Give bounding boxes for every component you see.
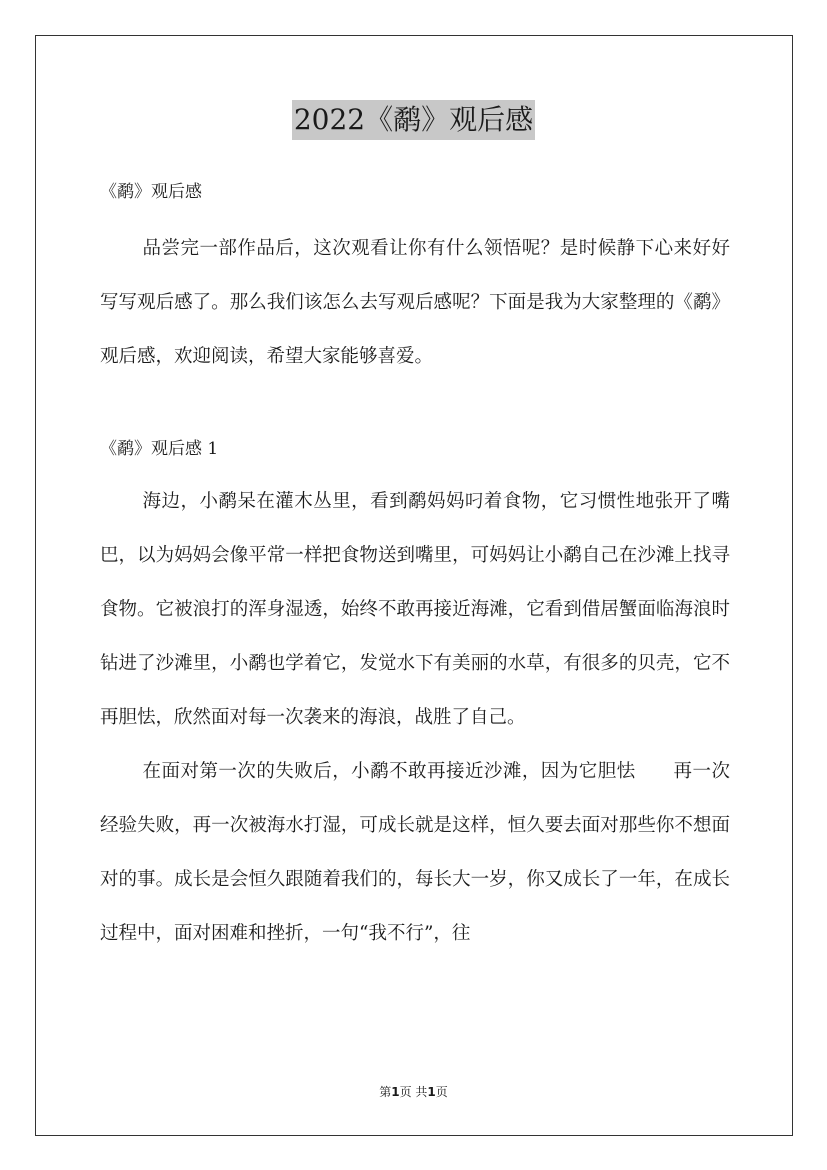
spacer bbox=[100, 384, 730, 435]
title-container bbox=[0, 100, 827, 140]
body-paragraph-2: 在面对第一次的失败后，小鹬不敢再接近沙滩，因为它胆怯 再一次经验失败，再一次被海水打湿，可成长就是这样，恒久要去面对那些你不想面对的事。成长是会恒久跟随着我们的，每长大一岁，你又成长了一年，在成长过程中，面对困难和挫折，一句“我不行”，往 bbox=[100, 761, 730, 944]
body-paragraph-1: 海边，小鹬呆在灌木丛里，看到鹬妈妈叼着食物，它习惯性地张开了嘴巴，以为妈妈会像平常一样把食物送到嘴里，可妈妈让小鹬自己在沙滩上找寻食物。它被浪打的浑身湿透，始终不敢再接近海滩，它看到借居蟹面临海浪时钻进了沙滩里，小鹬也学着它，发觉水下有美丽的水草，有很多的贝壳，它不再胆怯，欣然面对每一次袭来的海浪，战胜了自己。 bbox=[100, 491, 730, 728]
document-body bbox=[100, 178, 730, 961]
page-prefix: 第 bbox=[379, 1085, 392, 1099]
total-suffix: 页 bbox=[435, 1085, 448, 1099]
page-number: 1 bbox=[391, 1085, 400, 1099]
intro-paragraph: 品尝完一部作品后，这次观看让你有什么领悟呢？是时候静下心来好好写写观后感了。那么我们该怎么去写观后感呢？下面是我为大家整理的《鹬》观后感，欢迎阅读，希望大家能够喜爱。 bbox=[100, 238, 730, 367]
section-heading: 《鹬》观后感 bbox=[100, 182, 202, 202]
total-pages: 1 bbox=[427, 1085, 436, 1099]
document-title: 2022《鹬》观后感 bbox=[292, 100, 535, 140]
page-suffix: 页 bbox=[399, 1085, 412, 1099]
essay-heading: 《鹬》观后感 1 bbox=[100, 439, 219, 459]
page-footer bbox=[0, 1083, 827, 1101]
total-prefix: 共 bbox=[415, 1085, 428, 1099]
